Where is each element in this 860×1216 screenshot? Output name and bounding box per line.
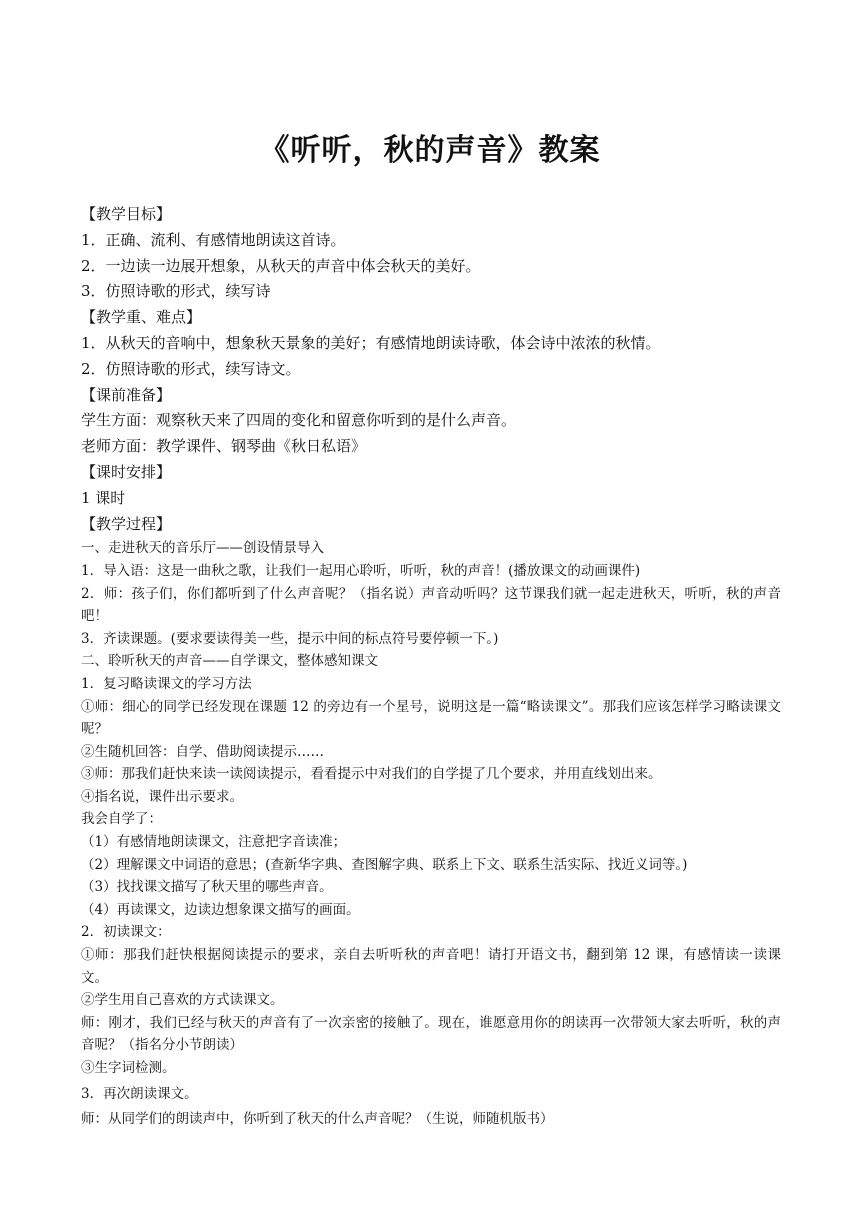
self-study-item: （4）再读课文，边读边想象课文描写的画面。 (81, 901, 360, 918)
objective-item: 1．正确、流利、有感情地朗读这首诗。 (81, 230, 346, 249)
process-line: ④指名说，课件出示要求。 (81, 788, 243, 805)
process-subheading: 一、走进秋天的音乐厅——创设情景导入 (81, 540, 324, 557)
process-line: ①师：细心的同学已经发现在课题 12 的旁边有一个星号，说明这是一篇“略读课文”。那我们应该怎样学习略读课文呢？ (81, 698, 781, 738)
preparation-item: 学生方面：观察秋天来了四周的变化和留意你听到的是什么声音。 (81, 411, 517, 430)
process-line: 师：刚才，我们已经与秋天的声音有了一次亲密的接触了。现在，谁愿意用你的朗读再一次带领大家去听听，秋的声音呢？（指名分小节朗读） (81, 1014, 781, 1054)
process-line: 2．初读课文： (81, 924, 171, 941)
self-study-item: （1）有感情地朗读课文，注意把字音读准； (81, 834, 347, 851)
process-line: ②生随机回答：自学、借助阅读提示…… (81, 743, 324, 760)
process-line: 1．导入语：这是一曲秋之歌，让我们一起用心聆听，听听，秋的声音！(播放课文的动画课件) (81, 562, 641, 579)
section-heading-process: 【教学过程】 (81, 514, 172, 533)
key-point-item: 2．仿照诗歌的形式，续写诗文。 (81, 359, 301, 378)
process-line: ③生字词检测。 (81, 1060, 176, 1077)
process-line: 1．复习略读课文的学习方法 (81, 675, 252, 692)
document-body (81, 202, 781, 1131)
document-title: 《听听，秋的声音》教案 (259, 133, 601, 168)
key-point-item: 1．从秋天的音响中，想象秋天景象的美好；有感情地朗读诗歌，体会诗中浓浓的秋情。 (81, 333, 661, 352)
objective-item: 3．仿照诗歌的形式，续写诗 (81, 282, 271, 301)
preparation-item: 老师方面：教学课件、钢琴曲《秋日私语》 (81, 437, 367, 456)
process-line: 我会自学了： (81, 811, 162, 828)
schedule-item: 1 课时 (81, 488, 126, 507)
self-study-item: （2）理解课文中词语的意思；(查新华字典、查图解字典、联系上下文、联系生活实际、找近义词等。) (81, 856, 688, 873)
process-subheading: 二、聆听秋天的声音——自学课文，整体感知课文 (81, 653, 378, 670)
section-heading-objectives: 【教学目标】 (81, 205, 172, 223)
self-study-item: （3）找找课文描写了秋天里的哪些声音。 (81, 879, 333, 896)
process-line: 师：从同学们的朗读声中，你听到了秋天的什么声音呢？（生说，师随机版书） (81, 1111, 554, 1128)
process-line: ①师：那我们赶快根据阅读提示的要求，亲自去听听秋的声音吧！请打开语文书，翻到第 12 课，有感情读一读课文。 (81, 947, 781, 986)
section-heading-schedule: 【课时安排】 (81, 462, 172, 481)
process-line: 2．师：孩子们，你们都听到了什么声音呢？（指名说）声音动听吗？这节课我们就一起走进秋天，听听，秋的声音吧！ (81, 585, 781, 625)
section-heading-preparation: 【课前准备】 (81, 385, 172, 404)
section-heading-key-points: 【教学重、难点】 (81, 308, 202, 327)
objective-item: 2．一边读一边展开想象，从秋天的声音中体会秋天的美好。 (81, 256, 481, 275)
process-line: ③师：那我们赶快来读一读阅读提示，看看提示中对我们的自学提了几个要求，并用直线划出来。 (81, 766, 662, 783)
process-line: 3．齐读课题。(要求要读得美一些，提示中间的标点符号要停顿一下。) (81, 630, 499, 647)
process-line: 3．再次朗读课文。 (81, 1085, 198, 1102)
process-line: ②学生用自己喜欢的方式读课文。 (81, 992, 284, 1009)
